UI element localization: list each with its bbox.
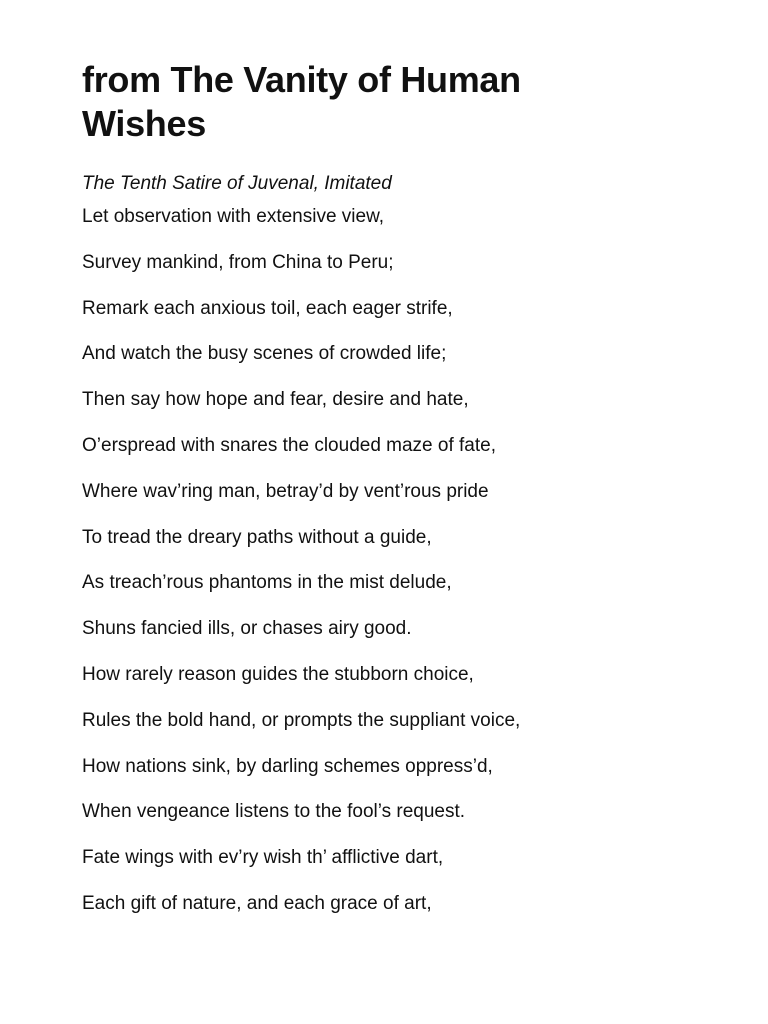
poem-line: Fate wings with ev’ry wish th’ afflictive dart, [82,847,444,869]
poem-line: Remark each anxious toil, each eager strife, [82,297,453,319]
poem-subtitle: The Tenth Satire of Juvenal, Imitated [82,173,392,194]
poem-line: To tread the dreary paths without a guide, [82,526,432,548]
poem-line: Survey mankind, from China to Peru; [82,251,394,273]
poem-title: from The Vanity of Human Wishes [82,59,521,144]
poem-line: Then say how hope and fear, desire and hate, [82,389,469,411]
poem-line: And watch the busy scenes of crowded life; [82,343,447,365]
poem-line: Each gift of nature, and each grace of art, [82,892,432,914]
poem-line: As treach’rous phantoms in the mist delude, [82,572,452,594]
poem-line: Where wav’ring man, betray’d by vent’rous pride [82,480,489,502]
poem-line: Let observation with extensive view, [82,206,385,227]
poem-line: When vengeance listens to the fool’s request. [82,801,466,823]
poem-line: Shuns fancied ills, or chases airy good. [82,618,412,640]
poem-lines [82,205,686,916]
poem-line: O’erspread with snares the clouded maze of fate, [82,434,497,456]
poem-line: Rules the bold hand, or prompts the suppliant voice, [82,709,521,731]
poem-line: How rarely reason guides the stubborn choice, [82,663,474,685]
poem-line: How nations sink, by darling schemes oppress’d, [82,755,493,777]
